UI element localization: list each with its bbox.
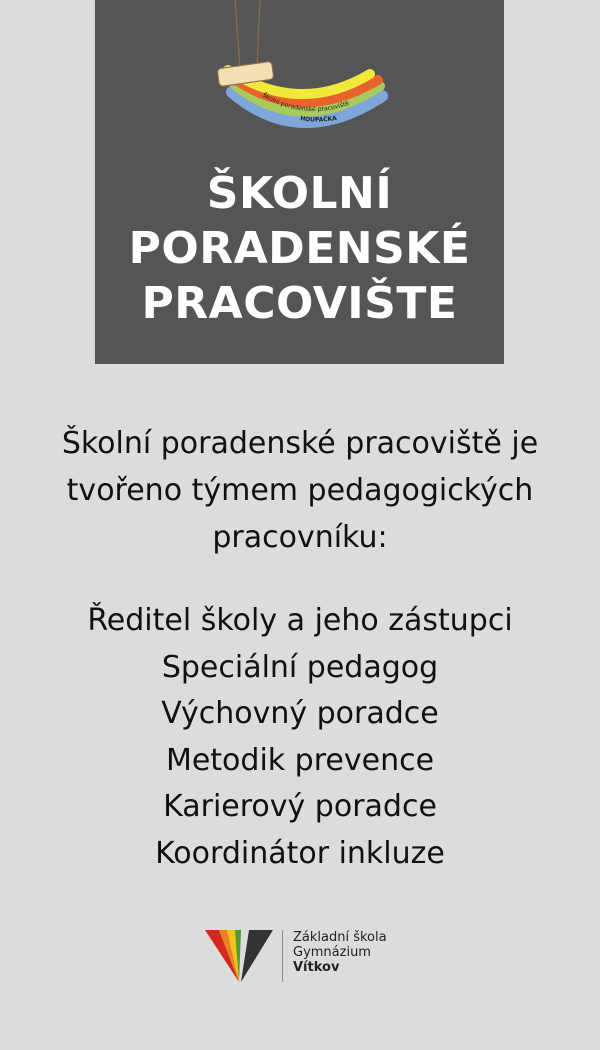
swing-rainbow-icon: [210, 0, 390, 140]
swing-arc-text: Školní poradenské pracoviště: [261, 91, 351, 114]
title-line: PORADENSKÉ: [128, 223, 471, 274]
role-item: Ředitel školy a jeho zástupci: [87, 603, 513, 638]
intro-paragraph: [20, 420, 580, 561]
intro-line: tvořeno týmem pedagogických: [66, 473, 534, 508]
title-line: PRACOVIŠTE: [141, 278, 458, 329]
role-item: Metodik prevence: [165, 742, 435, 778]
school-logo: [205, 928, 415, 988]
intro-line: pracovníku:: [212, 520, 388, 555]
role-item: Speciální pedagog: [161, 649, 439, 685]
role-item: Výchovný poradce: [161, 696, 439, 731]
school-name: [293, 930, 387, 975]
swing-label: HOUPAČKA: [299, 114, 338, 124]
school-line: Základní škola: [293, 930, 387, 945]
logo-divider: [282, 930, 283, 982]
role-item: Karierový poradce: [163, 789, 437, 824]
role-list: [20, 598, 580, 877]
intro-line: Školní poradenské pracoviště je: [61, 426, 539, 461]
school-town: Vítkov: [293, 960, 340, 975]
school-line: Gymnázium: [293, 945, 371, 960]
page-title: [95, 166, 504, 331]
title-line: ŠKOLNÍ: [206, 168, 393, 219]
role-item: Koordinátor inkluze: [155, 835, 445, 871]
school-v-logo-icon: [205, 928, 275, 984]
hero-banner: [95, 0, 504, 364]
